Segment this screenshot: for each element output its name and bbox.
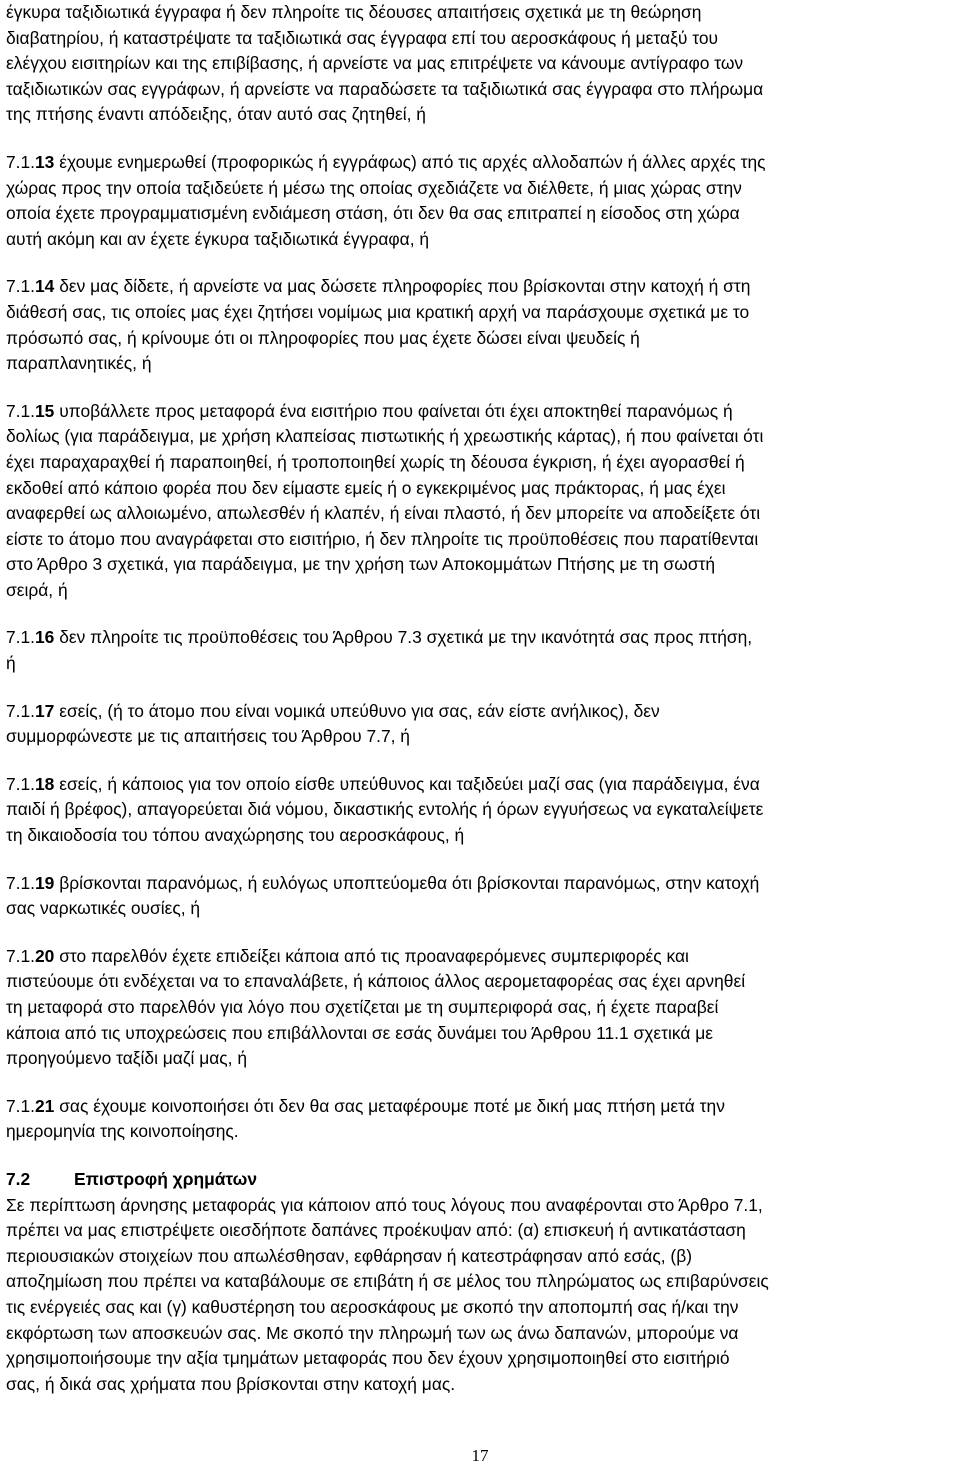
clause-7-1-19 <box>6 871 958 922</box>
section-number: 7.2 <box>6 1168 31 1189</box>
clause-list <box>6 150 958 1145</box>
section-heading <box>6 1167 958 1193</box>
document-page <box>6 0 958 1397</box>
clause-text: εσείς, (ή το άτομο που είναι νομικά υπεύθυνο για σας, εάν είστε ανήλικος), δεν συμμορφώνεστε με τις απαιτήσεις του Άρθρου 7.7, ή <box>6 700 660 747</box>
clause-prefix: 7.1. <box>6 1095 36 1116</box>
clause-text: σας έχουμε κοινοποιήσει ότι δεν θα σας μεταφέρουμε ποτέ με δική μας πτήση μετά την ημερομηνία της κοινοποίησης. <box>6 1095 725 1142</box>
clause-prefix: 7.1. <box>6 151 36 172</box>
clause-number: 21 <box>35 1095 55 1116</box>
clause-number: 16 <box>35 627 55 648</box>
clause-7-1-15 <box>6 399 958 604</box>
clause-7-1-17 <box>6 699 958 750</box>
clause-number: 20 <box>35 945 55 966</box>
clause-text: έχουμε ενημερωθεί (προφορικώς ή εγγράφως) από τις αρχές αλλοδαπών ή άλλες αρχές της χώρας προς την οποία ταξιδεύετε ή μέσω της οποίας σχεδιάζετε να διέλθετε, ή μιας χώρας στην οποία έχετε προγραμματισμένη ενδιάμεση στάση, ότι δεν θα σας επιτραπεί η είσοδος στη χώρα αυτή ακόμη και αν έχετε έγκυρα ταξιδιωτικά έγγραφα, ή <box>6 151 766 249</box>
clause-7-1-14 <box>6 274 958 376</box>
intro-paragraph: έγκυρα ταξιδιωτικά έγγραφα ή δεν πληροίτε τις δέουσες απαιτήσεις σχετικά με τη θεώρηση διαβατηρίου, ή καταστρέψατε τα ταξιδιωτικά σας έγγραφα επί του αεροσκάφους ή μεταξύ του ελέγχου εισιτηρίων και της επιβίβασης, ή αρνείστε να μας επιτρέψετε να κάνουμε αντίγραφο των ταξιδιωτικών σας εγγράφων, ή αρνείστε να παραδώσετε τα ταξιδιωτικά σας έγγραφα στο πλήρωμα της πτήσης έναντι απόδειξης, όταν αυτό σας ζητηθεί, ή <box>6 2 764 125</box>
clause-text: εσείς, ή κάποιος για τον οποίο είσθε υπεύθυνος και ταξιδεύει μαζί σας (για παράδειγμα, ένα παιδί ή βρέφος), απαγορεύεται διά νόμου, δικαστικής εντολής ή όρων εγγυήσεως να εγκαταλείψετε τη δικαιοδοσία του τόπου αναχώρησης του αεροσκάφους, ή <box>6 773 764 846</box>
section-title: Επιστροφή χρημάτων <box>74 1168 258 1189</box>
clause-7-1-16 <box>6 625 958 676</box>
section-body: Σε περίπτωση άρνησης μεταφοράς για κάποιον από τους λόγους που αναφέρονται στο Άρθρο 7.1, πρέπει να μας επιστρέψετε οιεσδήποτε δαπάνες προέκυψαν από: (α) επισκευή ή αντικατάσταση περιουσιακών στοιχείων που απωλέσθησαν, εφθάρησαν ή κατεστράφησαν από εσάς, (β) αποζημίωση που πρέπει να καταβάλουμε σε επιβάτη ή σε μέλος του πληρώματος ως επιβαρύνσεις τις ενέργειές σας και (γ) καθυστέρηση του αεροσκάφους με σκοπό την αποπομπή σας ή/και την εκφόρτωση των αποσκευών σας. Με σκοπό την πληρωμή των ως άνω δαπανών, μπορούμε να χρησιμοποιήσουμε την αξία τμημάτων μεταφοράς που δεν έχουν χρησιμοποιηθεί στο εισιτήριό σας, ή δικά σας χρήματα που βρίσκονται στην κατοχή μας. <box>6 1194 769 1394</box>
clause-7-1-18 <box>6 772 958 849</box>
clause-number: 14 <box>35 276 55 297</box>
clause-7-1-21 <box>6 1094 958 1145</box>
clause-prefix: 7.1. <box>6 627 36 648</box>
clause-number: 15 <box>35 400 55 421</box>
clause-prefix: 7.1. <box>6 773 36 794</box>
clause-number: 17 <box>35 700 55 721</box>
clause-text: δεν μας δίδετε, ή αρνείστε να μας δώσετε πληροφορίες που βρίσκονται στην κατοχή ή στη διάθεσή σας, τις οποίες μας έχει ζητήσει νομίμως μια κρατική αρχή να παράσχουμε σχετικά με το πρόσωπό σας, ή κρίνουμε ότι οι πληροφορίες που μας έχετε δώσει είναι ψευδείς ή παραπλανητικές, ή <box>6 276 751 374</box>
clause-7-1-13 <box>6 150 958 252</box>
clause-number: 13 <box>35 151 55 172</box>
page-number: 17 <box>471 1446 489 1465</box>
clause-text: υποβάλλετε προς μεταφορά ένα εισιτήριο που φαίνεται ότι έχει αποκτηθεί παρανόμως ή δολίως (για παράδειγμα, με χρήση κλαπείσας πιστωτικής ή χρεωστικής κάρτας), ή που φαίνεται ότι έχει παραχαραχθεί ή παραποιηθεί, ή τροποποιηθεί χωρίς τη δέουσα έγκριση, ή έχει αγορασθεί ή εκδοθεί από κάποιο φορέα που δεν είμαστε εμείς ή ο εγκεκριμένος μας πράκτορας, ή μας έχει αναφερθεί ως αλλοιωμένο, απωλεσθέν ή κλαπέν, ή είναι πλαστό, ή δεν μπορείτε να αποδείξετε ότι είστε το άτομο που αναγράφεται στο εισιτήριο, ή δεν πληροίτε τις προϋποθέσεις που παρατίθενται στο Άρθρο 3 σχετικά, για παράδειγμα, με την χρήση των Αποκομμάτων Πτήσης με τη σωστή σειρά, ή <box>6 400 764 600</box>
clause-prefix: 7.1. <box>6 872 36 893</box>
clause-prefix: 7.1. <box>6 945 36 966</box>
clause-prefix: 7.1. <box>6 400 36 421</box>
clause-text: στο παρελθόν έχετε επιδείξει κάποια από τις προαναφερόμενες συμπεριφορές και πιστεύουμε ότι ενδέχεται να το επαναλάβετε, ή κάποιος άλλος αερομεταφορέας σας έχει αρνηθεί τη μεταφορά στο παρελθόν για λόγο που σχετίζεται με τη συμπεριφορά σας, ή έχετε παραβεί κάποια από τις υποχρεώσεις που επιβάλλονται σε εσάς δυνάμει του Άρθρου 11.1 σχετικά με προηγούμενο ταξίδι μαζί μας, ή <box>6 945 746 1069</box>
clause-prefix: 7.1. <box>6 276 36 297</box>
clause-text: δεν πληροίτε τις προϋποθέσεις του Άρθρου 7.3 σχετικά με την ικανότητά σας προς πτήση, ή <box>6 627 753 674</box>
clause-7-1-20 <box>6 944 958 1072</box>
clause-text: βρίσκονται παρανόμως, ή ευλόγως υποπτεύομεθα ότι βρίσκονται παρανόμως, στην κατοχή σας ναρκωτικές ουσίες, ή <box>6 872 760 919</box>
clause-prefix: 7.1. <box>6 700 36 721</box>
clause-number: 18 <box>35 773 55 794</box>
clause-number: 19 <box>35 872 55 893</box>
